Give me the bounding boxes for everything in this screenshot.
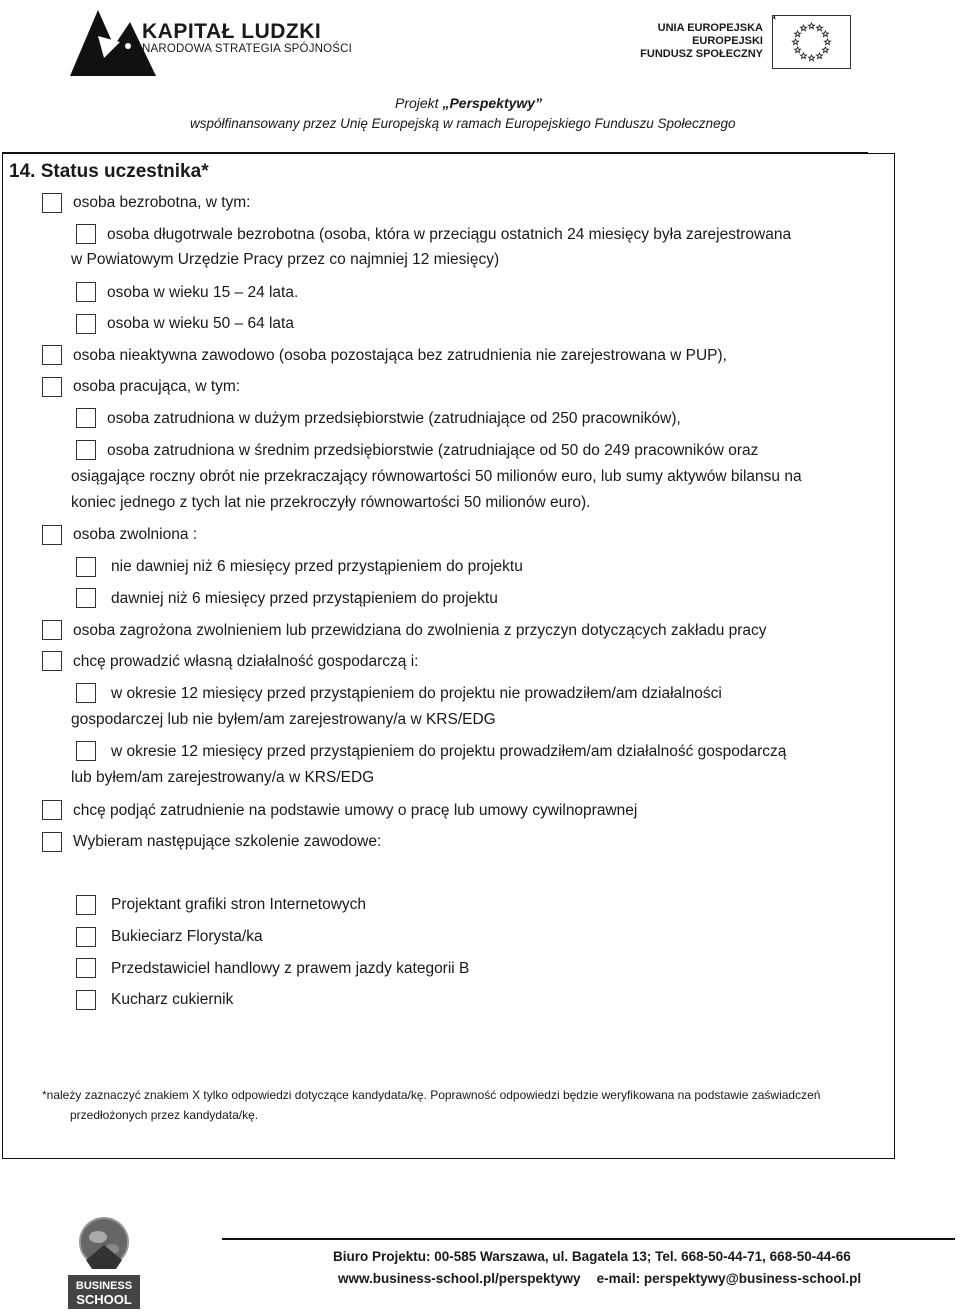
project-prefix: Projekt — [395, 95, 443, 111]
option-prior-business-cont: lub byłem/am zarejestrowany/a w KRS/EDG — [71, 769, 375, 786]
option-large-enterprise: osoba zatrudniona w dużym przedsiębiorstwie (zatrudniające od 250 pracowników), — [107, 410, 681, 427]
business-school-logo-text-2: SCHOOL — [76, 1292, 132, 1307]
checkbox-threatened[interactable] — [42, 620, 62, 640]
business-school-logo — [64, 1215, 144, 1310]
option-threatened: osoba zagrożona zwolnieniem lub przewidziana do zwolnienia z przyczyn dotyczących zakładu pracy — [73, 622, 767, 639]
kapital-ludzki-subtitle: NARODOWA STRATEGIA SPÓJNOŚCI — [142, 43, 353, 55]
footnote-line1: *należy zaznaczyć znakiem X tylko odpowiedzi dotyczące kandydata/kę. Poprawność odpowiedzi będzie weryfikowana na podstawie zaświadczeń — [42, 1088, 821, 1102]
option-working: osoba pracująca, w tym: — [73, 378, 241, 395]
training-sales-rep: Przedstawiciel handlowy z prawem jazdy kategorii B — [111, 960, 470, 977]
option-age-50-64: osoba w wieku 50 – 64 lata — [107, 315, 294, 332]
checkbox-training[interactable] — [42, 832, 62, 852]
checkbox-training-pastry-cook[interactable] — [76, 990, 96, 1010]
checkbox-dismissed-earlier[interactable] — [76, 588, 96, 608]
option-training: Wybieram następujące szkolenie zawodowe: — [73, 833, 382, 850]
checkbox-prior-business[interactable] — [76, 741, 96, 761]
checkbox-training-florist[interactable] — [76, 927, 96, 947]
checkbox-unemployed[interactable] — [42, 193, 62, 213]
eu-flag-icon — [772, 15, 851, 69]
checkbox-large-enterprise[interactable] — [76, 408, 96, 428]
kapital-ludzki-title: KAPITAŁ LUDZKI — [142, 20, 322, 43]
option-medium-enterprise-cont2: koniec jednego z tych lat nie przekroczyły równowartości 50 milionów euro). — [71, 494, 591, 511]
option-own-business: chcę prowadzić własną działalność gospodarczą i: — [73, 653, 419, 670]
training-web-graphics: Projektant grafiki stron Internetowych — [111, 896, 367, 913]
eu-label-line3: FUNDUSZ SPOŁECZNY — [640, 48, 763, 60]
checkbox-own-business[interactable] — [42, 651, 62, 671]
checkbox-age-50-64[interactable] — [76, 314, 96, 334]
footnote-line2: przedłożonych przez kandydata/kę. — [70, 1108, 259, 1122]
option-long-term-unemployed: osoba długotrwale bezrobotna (osoba, która w przeciągu ostatnich 24 miesięcy była zarejestrowana — [107, 226, 792, 243]
checkbox-training-sales-rep[interactable] — [76, 958, 96, 978]
option-unemployed: osoba bezrobotna, w tym: — [73, 194, 251, 211]
footer-office-address: Biuro Projektu: 00-585 Warszawa, ul. Bagatela 13; Tel. 668-50-44-71, 668-50-44-66 — [333, 1249, 851, 1264]
cofinancing-note: współfinansowany przez Unię Europejską w ramach Europejskiego Funduszu Społecznego — [190, 116, 736, 131]
frame-top-rule — [2, 152, 868, 154]
checkbox-inactive[interactable] — [42, 345, 62, 365]
eu-label-line1: UNIA EUROPEJSKA — [657, 22, 763, 34]
option-no-prior-business: w okresie 12 miesięcy przed przystąpieniem do projektu nie prowadziłem/am działalności — [111, 685, 722, 702]
option-dismissed-earlier: dawniej niż 6 miesięcy przed przystąpieniem do projektu — [111, 590, 498, 607]
option-no-prior-business-cont: gospodarczej lub nie byłem/am zarejestrowany/a w KRS/EDG — [71, 711, 496, 728]
checkbox-training-web-graphics[interactable] — [76, 895, 96, 915]
option-prior-business: w okresie 12 miesięcy przed przystąpieniem do projektu prowadziłem/am działalność gospodarczą — [111, 743, 787, 760]
footer-email-link[interactable]: e-mail: perspektywy@business-school.pl — [596, 1271, 862, 1286]
training-florist: Bukieciarz Florysta/ka — [111, 928, 263, 945]
checkbox-dismissed-recent[interactable] — [76, 557, 96, 577]
option-medium-enterprise: osoba zatrudniona w średnim przedsiębiorstwie (zatrudniające od 50 do 249 pracowników oraz — [107, 442, 759, 459]
checkbox-dismissed[interactable] — [42, 525, 62, 545]
checkbox-employment[interactable] — [42, 800, 62, 820]
project-line — [395, 95, 542, 111]
footer-rule — [222, 1238, 955, 1240]
checkbox-no-prior-business[interactable] — [76, 683, 96, 703]
training-pastry-cook: Kucharz cukiernik — [111, 991, 234, 1008]
footnote — [42, 1085, 882, 1125]
eu-label — [620, 22, 763, 61]
checkbox-long-term-unemployed[interactable] — [76, 224, 96, 244]
option-inactive: osoba nieaktywna zawodowo (osoba pozostająca bez zatrudnienia nie zarejestrowana w PUP), — [73, 347, 727, 364]
section-title: 14. Status uczestnika* — [9, 161, 209, 182]
footer-website-link[interactable]: www.business-school.pl/perspektywy — [338, 1271, 581, 1286]
option-medium-enterprise-cont1: osiągające roczny obrót nie przekraczający równowartości 50 milionów euro, lub sumy aktywów bilansu na — [71, 468, 802, 485]
business-school-logo-text-1: BUSINESS — [75, 1280, 133, 1292]
option-employment: chcę podjąć zatrudnienie na podstawie umowy o pracę lub umowy cywilnoprawnej — [73, 802, 638, 819]
checkbox-age-15-24[interactable] — [76, 282, 96, 302]
checkbox-working[interactable] — [42, 377, 62, 397]
option-age-15-24: osoba w wieku 15 – 24 lata. — [107, 284, 299, 301]
checkbox-medium-enterprise[interactable] — [76, 440, 96, 460]
option-dismissed: osoba zwolniona : — [73, 526, 198, 543]
footer-contact — [338, 1271, 861, 1286]
eu-label-line2: EUROPEJSKI — [692, 35, 763, 47]
option-dismissed-recent: nie dawniej niż 6 miesięcy przed przystąpieniem do projektu — [111, 558, 523, 575]
project-name: „Perspektywy” — [442, 95, 543, 111]
option-long-term-unemployed-cont: w Powiatowym Urzędzie Pracy przez co najmniej 12 miesięcy) — [71, 251, 500, 268]
